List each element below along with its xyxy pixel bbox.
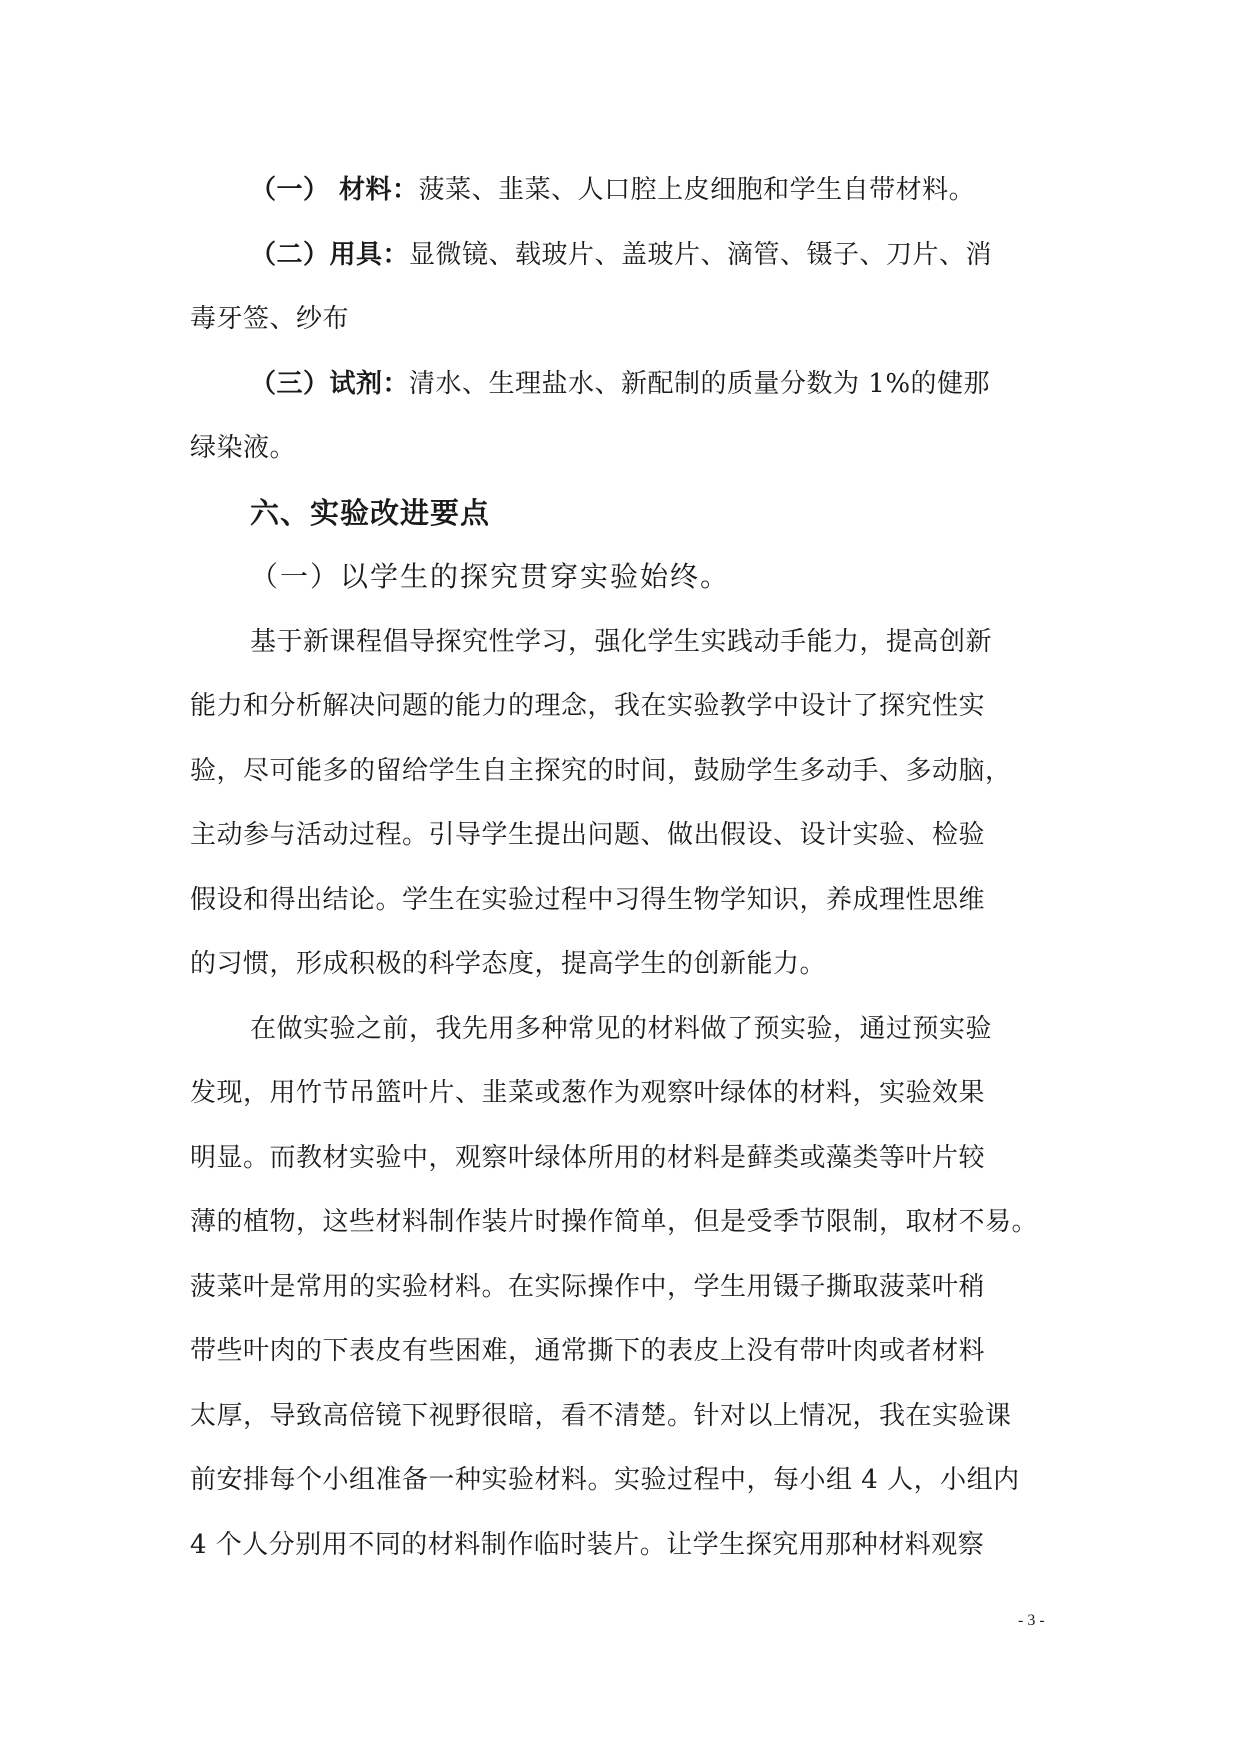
subheading: （一）以学生的探究贯穿实验始终。 bbox=[250, 560, 731, 593]
reagents-paragraph-line-1 bbox=[190, 352, 1060, 417]
body-paragraph-1-line-1: 基于新课程倡导探究性学习，强化学生实践动手能力，提高创新 bbox=[250, 626, 993, 657]
materials-label: （一） 材料： bbox=[250, 175, 419, 205]
page-number: - 3 - bbox=[1018, 1612, 1045, 1629]
tools-paragraph-line-2 bbox=[190, 287, 1060, 352]
body-paragraph-1-line-4: 主动参与活动过程。引导学生提出问题、做出假设、设计实验、检验 bbox=[190, 820, 986, 850]
body-paragraph-2-line-9: 4 个人分别用不同的材料制作临时装片。让学生探究用那种材料观察 bbox=[190, 1529, 985, 1560]
materials-paragraph bbox=[190, 158, 1060, 223]
tools-text-line-2: 毒牙签、纱布 bbox=[190, 304, 350, 334]
body-paragraph-1-line-5: 假设和得出结论。学生在实验过程中习得生物学知识，养成理性思维 bbox=[190, 884, 986, 915]
reagents-paragraph-line-2 bbox=[190, 416, 1060, 481]
tools-label: （二）用具： bbox=[250, 239, 410, 270]
tools-text-line-1: 显微镜、载玻片、盖玻片、滴管、镊子、刀片、消 bbox=[409, 239, 993, 270]
body-paragraph-2-line-4: 薄的植物，这些材料制作装片时操作简单，但是受季节限制，取材不易。 bbox=[190, 1207, 1039, 1237]
body-paragraph-1-line-3: 验，尽可能多的留给学生自主探究的时间，鼓励学生多动手、多动脑， bbox=[190, 755, 1012, 786]
body-paragraph-2-line-7: 太厚，导致高倍镜下视野很暗，看不清楚。针对以上情况，我在实验课 bbox=[190, 1400, 1012, 1431]
reagents-label: （三）试剂： bbox=[250, 368, 410, 399]
body-paragraph-2-line-2: 发现，用竹节吊篮叶片、韭菜或葱作为观察叶绿体的材料，实验效果 bbox=[190, 1078, 986, 1108]
materials-text: 菠菜、韭菜、人口腔上皮细胞和学生自带材料。 bbox=[418, 175, 976, 205]
reagents-text-line-1: 清水、生理盐水、新配制的质量分数为 1%的健那 bbox=[409, 368, 991, 399]
reagents-text-line-2: 绿染液。 bbox=[190, 433, 297, 463]
body-paragraph-2-line-6: 带些叶肉的下表皮有些困难，通常撕下的表皮上没有带叶肉或者材料 bbox=[190, 1336, 986, 1366]
body-paragraph-1-line-2: 能力和分析解决问题的能力的理念，我在实验教学中设计了探究性实 bbox=[190, 691, 986, 721]
tools-paragraph-line-1 bbox=[190, 223, 1060, 288]
body-paragraph-2-line-3: 明显。而教材实验中，观察叶绿体所用的材料是藓类或藻类等叶片较 bbox=[190, 1142, 986, 1173]
body-paragraph-1-line-6: 的习惯，形成积极的科学态度，提高学生的创新能力。 bbox=[190, 949, 827, 979]
body-paragraph-2-line-5: 菠菜叶是常用的实验材料。在实际操作中，学生用镊子撕取菠菜叶稍 bbox=[190, 1271, 986, 1302]
section-heading: 六、实验改进要点 bbox=[250, 495, 491, 530]
body-paragraph-2-line-1: 在做实验之前，我先用多种常见的材料做了预实验，通过预实验 bbox=[250, 1013, 993, 1044]
body-paragraph-2-line-8: 前安排每个小组准备一种实验材料。实验过程中，每小组 4 人，小组内 bbox=[190, 1465, 1020, 1495]
page-content bbox=[190, 158, 1060, 1577]
